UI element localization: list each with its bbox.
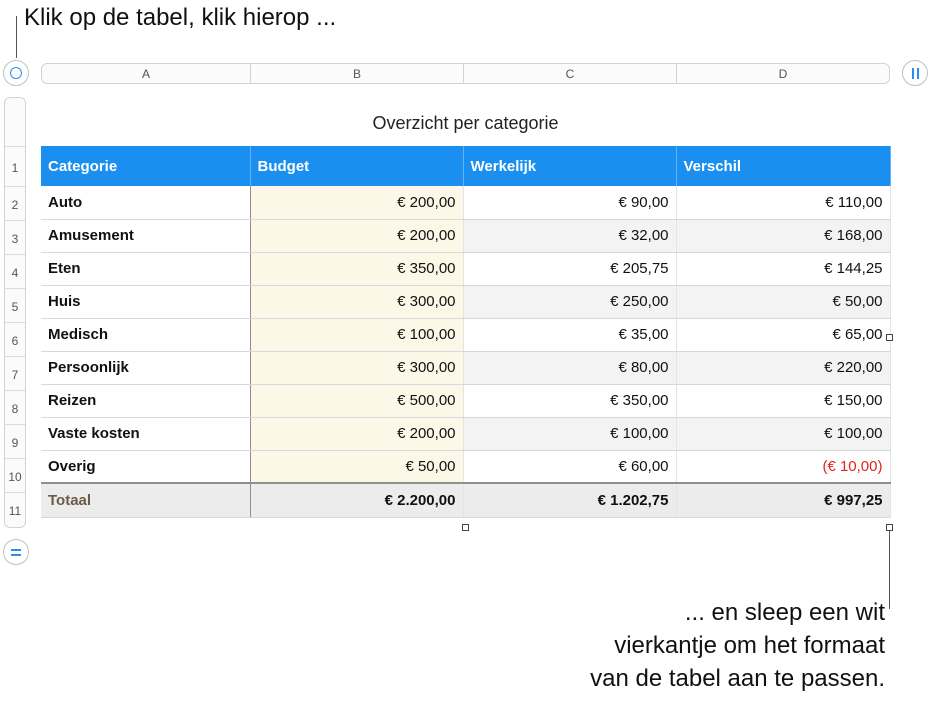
header-cell-actual[interactable]: Werkelijk bbox=[463, 146, 676, 186]
difference-cell[interactable]: € 110,00 bbox=[676, 186, 890, 219]
actual-cell[interactable]: € 100,00 bbox=[463, 417, 676, 450]
total-row[interactable] bbox=[41, 483, 890, 517]
callout-bottom-line-1: ... en sleep een wit bbox=[684, 599, 885, 626]
actual-cell[interactable]: € 90,00 bbox=[463, 186, 676, 219]
actual-cell[interactable]: € 80,00 bbox=[463, 351, 676, 384]
actual-cell[interactable]: € 350,00 bbox=[463, 384, 676, 417]
difference-cell[interactable]: € 65,00 bbox=[676, 318, 890, 351]
category-cell[interactable]: Persoonlijk bbox=[41, 351, 250, 384]
row-header-4[interactable]: 4 bbox=[11, 266, 19, 280]
table-select-button[interactable] bbox=[3, 60, 29, 86]
table-row[interactable] bbox=[41, 219, 890, 252]
add-row-button[interactable] bbox=[3, 539, 29, 565]
table-row[interactable] bbox=[41, 417, 890, 450]
actual-cell[interactable]: € 32,00 bbox=[463, 219, 676, 252]
table-row[interactable] bbox=[41, 450, 890, 483]
table-row[interactable] bbox=[41, 285, 890, 318]
category-cell[interactable]: Medisch bbox=[41, 318, 250, 351]
row-header-5[interactable]: 5 bbox=[11, 300, 19, 314]
difference-cell[interactable]: € 100,00 bbox=[676, 417, 890, 450]
row-header-1[interactable]: 1 bbox=[11, 161, 19, 175]
callout-bottom-leader bbox=[889, 531, 890, 609]
table-row[interactable] bbox=[41, 384, 890, 417]
budget-cell[interactable]: € 300,00 bbox=[250, 351, 463, 384]
actual-cell[interactable]: € 60,00 bbox=[463, 450, 676, 483]
callout-bottom-line-3: van de tabel aan te passen. bbox=[590, 665, 885, 692]
total-label-cell[interactable]: Totaal bbox=[41, 483, 250, 517]
category-cell[interactable]: Vaste kosten bbox=[41, 417, 250, 450]
difference-cell[interactable]: € 144,25 bbox=[676, 252, 890, 285]
row-header-3[interactable]: 3 bbox=[11, 232, 19, 246]
difference-cell[interactable]: € 168,00 bbox=[676, 219, 890, 252]
category-cell[interactable]: Reizen bbox=[41, 384, 250, 417]
actual-cell[interactable]: € 35,00 bbox=[463, 318, 676, 351]
budget-cell[interactable]: € 500,00 bbox=[250, 384, 463, 417]
total-actual-cell[interactable]: € 1.202,75 bbox=[463, 483, 676, 517]
budget-cell[interactable]: € 100,00 bbox=[250, 318, 463, 351]
category-cell[interactable]: Auto bbox=[41, 186, 250, 219]
header-cell-category[interactable]: Categorie bbox=[41, 146, 250, 186]
column-header-b[interactable]: B bbox=[251, 64, 464, 83]
category-cell[interactable]: Huis bbox=[41, 285, 250, 318]
budget-cell[interactable]: € 200,00 bbox=[250, 417, 463, 450]
row-header-10[interactable]: 10 bbox=[8, 470, 22, 484]
budget-cell[interactable]: € 50,00 bbox=[250, 450, 463, 483]
category-cell[interactable]: Eten bbox=[41, 252, 250, 285]
budget-cell[interactable]: € 350,00 bbox=[250, 252, 463, 285]
header-cell-budget[interactable]: Budget bbox=[250, 146, 463, 186]
budget-cell[interactable]: € 200,00 bbox=[250, 219, 463, 252]
row-header-6[interactable]: 6 bbox=[11, 334, 19, 348]
callout-top-text: Klik op de tabel, klik hierop ... bbox=[24, 4, 337, 31]
difference-cell[interactable]: € 220,00 bbox=[676, 351, 890, 384]
column-header-c[interactable]: C bbox=[464, 64, 677, 83]
row-header-8[interactable]: 8 bbox=[11, 402, 19, 416]
difference-cell[interactable]: € 150,00 bbox=[676, 384, 890, 417]
add-column-button[interactable] bbox=[902, 60, 928, 86]
circle-select-icon bbox=[10, 67, 22, 79]
header-cell-difference[interactable]: Verschil bbox=[676, 146, 890, 186]
table-row[interactable] bbox=[41, 252, 890, 285]
column-header-bar[interactable] bbox=[41, 63, 890, 84]
resize-handle-bottom[interactable] bbox=[462, 524, 469, 531]
callout-bottom-line-2: vierkantje om het formaat bbox=[614, 632, 885, 659]
row-header-2[interactable]: 2 bbox=[11, 198, 19, 212]
table-title: Overzicht per categorie bbox=[372, 113, 559, 133]
row-header-bar[interactable] bbox=[4, 97, 26, 528]
resize-handle-right[interactable] bbox=[886, 334, 893, 341]
total-difference-cell[interactable]: € 997,25 bbox=[676, 483, 890, 517]
table-row[interactable] bbox=[41, 318, 890, 351]
table-row[interactable] bbox=[41, 186, 890, 219]
category-cell[interactable]: Amusement bbox=[41, 219, 250, 252]
header-row[interactable] bbox=[41, 146, 890, 186]
actual-cell[interactable]: € 205,75 bbox=[463, 252, 676, 285]
row-header-11[interactable]: 11 bbox=[8, 504, 22, 518]
column-header-a[interactable]: A bbox=[42, 64, 251, 83]
pause-bars-icon bbox=[912, 68, 919, 79]
resize-handle-corner[interactable] bbox=[886, 524, 893, 531]
table-row[interactable] bbox=[41, 351, 890, 384]
row-header-7[interactable]: 7 bbox=[11, 368, 19, 382]
callout-bottom-text bbox=[590, 596, 885, 695]
budget-cell[interactable]: € 200,00 bbox=[250, 186, 463, 219]
difference-cell[interactable]: € 50,00 bbox=[676, 285, 890, 318]
equals-bars-icon bbox=[11, 549, 21, 556]
callout-top-leader bbox=[16, 16, 17, 58]
column-header-d[interactable]: D bbox=[778, 66, 788, 81]
actual-cell[interactable]: € 250,00 bbox=[463, 285, 676, 318]
category-cell[interactable]: Overig bbox=[41, 450, 250, 483]
row-header-9[interactable]: 9 bbox=[11, 436, 19, 450]
total-budget-cell[interactable]: € 2.200,00 bbox=[250, 483, 463, 517]
budget-cell[interactable]: € 300,00 bbox=[250, 285, 463, 318]
difference-cell[interactable]: (€ 10,00) bbox=[676, 450, 890, 483]
budget-table[interactable] bbox=[41, 146, 891, 518]
